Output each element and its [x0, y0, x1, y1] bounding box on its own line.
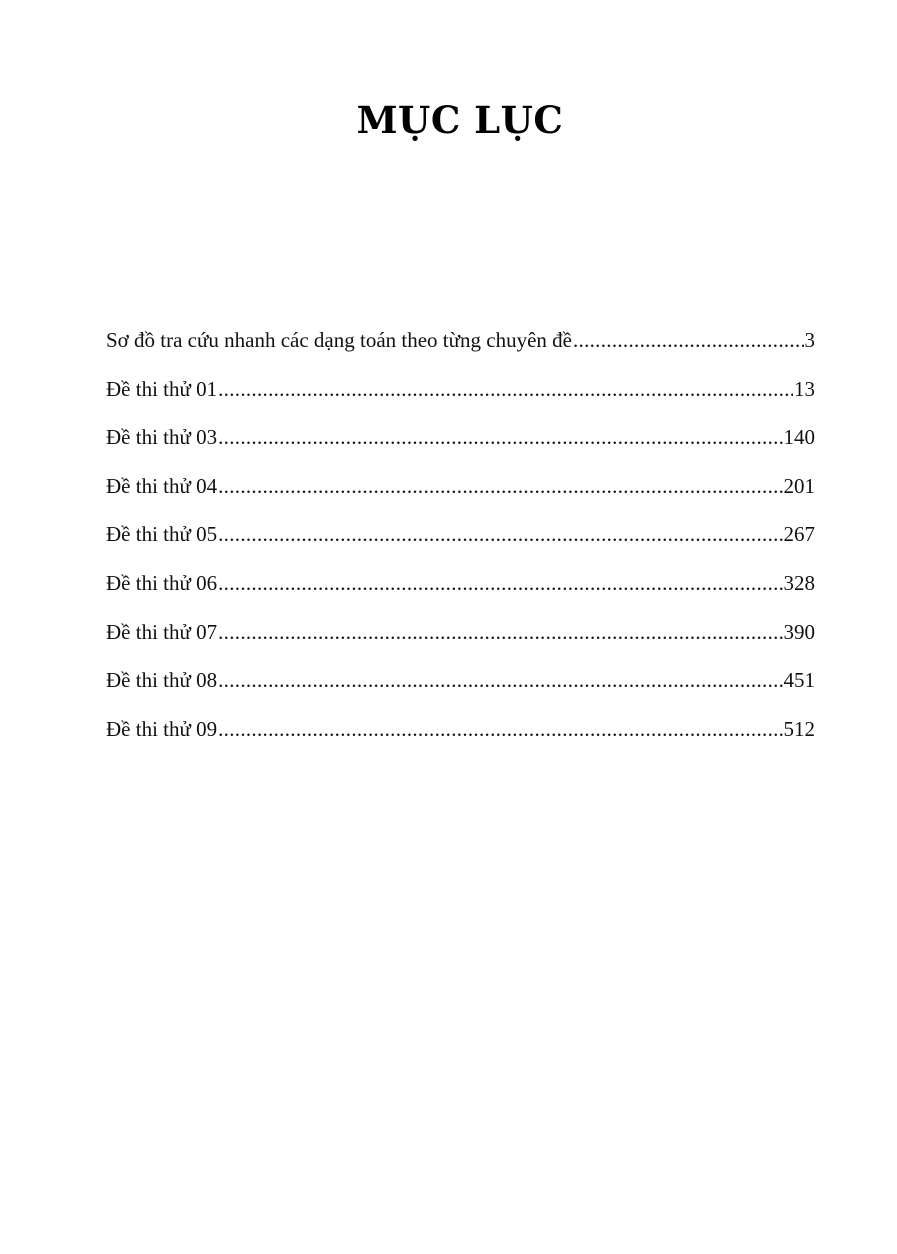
toc-entry-label: Sơ đồ tra cứu nhanh các dạng toán theo từng chuyên đề: [106, 328, 572, 352]
toc-dot-leader: [218, 660, 782, 700]
toc-entry-label: Đề thi thử 05: [106, 522, 218, 547]
toc-dot-leader: [573, 320, 804, 360]
toc-dot-leader: [218, 466, 782, 506]
toc-entry[interactable]: [106, 417, 815, 466]
toc-dot-leader: [218, 514, 782, 554]
toc-dot-leader: [218, 369, 793, 409]
toc-entry-page: 13: [794, 376, 815, 401]
toc-entry-label: Đề thi thử 06: [106, 570, 218, 595]
toc-entry-page: 140: [783, 425, 815, 450]
page-title: MỤC LỤC: [356, 98, 564, 142]
toc-entry[interactable]: [106, 709, 815, 758]
toc-entry-page: 451: [783, 668, 815, 693]
toc-entry-page: 201: [783, 473, 815, 498]
toc-entry-page: 390: [783, 619, 815, 644]
toc-entry-page: 3: [804, 328, 815, 352]
toc-entry-label: Đề thi thử 07: [106, 619, 218, 644]
toc-dot-leader: [218, 417, 782, 457]
toc-entry-label: Đề thi thử 09: [106, 716, 218, 741]
toc-entry[interactable]: [106, 466, 815, 515]
toc-dot-leader: [218, 709, 782, 749]
toc-entry-page: 328: [783, 570, 815, 595]
toc-entry[interactable]: [106, 660, 815, 709]
toc-dot-leader: [218, 563, 782, 603]
toc-entry-label: Đề thi thử 08: [106, 668, 218, 693]
toc-entry[interactable]: [106, 369, 815, 418]
toc-entry-label: Đề thi thử 04: [106, 473, 218, 498]
toc-entry[interactable]: [106, 514, 815, 563]
table-of-contents: [106, 320, 815, 757]
toc-entry[interactable]: [106, 320, 815, 369]
toc-entry-label: Đề thi thử 03: [106, 425, 218, 450]
toc-entry-page: 267: [783, 522, 815, 547]
toc-entry-label: Đề thi thử 01: [106, 376, 218, 401]
toc-dot-leader: [218, 612, 782, 652]
toc-entry[interactable]: [106, 612, 815, 661]
toc-entry-page: 512: [783, 716, 815, 741]
toc-entry[interactable]: [106, 563, 815, 612]
